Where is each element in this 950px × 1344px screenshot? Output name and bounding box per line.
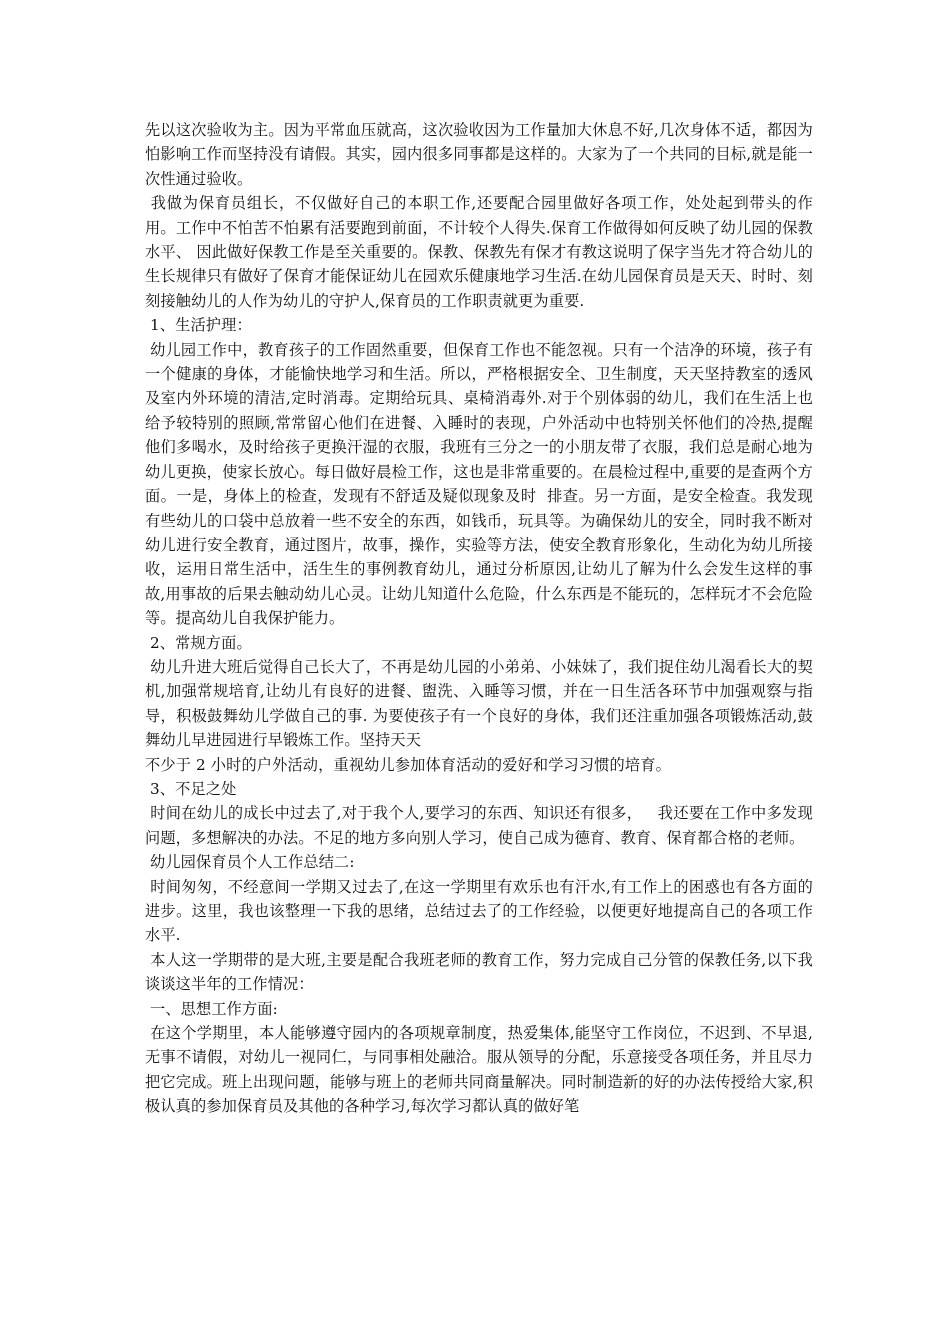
heading-summary-two: 幼儿园保育员个人工作总结二: xyxy=(145,853,355,872)
paragraph-routine: 幼儿升进大班后觉得自己长大了，不再是幼儿园的小弟弟、小妹妹了，我们捉住幼儿渴看长大的契机,加强常规培育,让幼儿有良好的进餐、盥洗、入睡等习惯，并在一日生活各环节中加强观察与指导，积极鼓舞幼儿学做自己的事. 为要使孩子有一个良好的身体，我们还注重加强各项锻炼活动,鼓舞幼儿早进园进行早锻炼工作。坚持天天 xyxy=(145,657,813,750)
heading-ideology: 一、思想工作方面: xyxy=(145,999,278,1018)
paragraph-life-care: 幼儿园工作中，教育孩子的工作固然重要，但保育工作也不能忽视。只有一个洁净的环境，孩子有一个健康的身体，才能愉快地学习和生活。所以，严格根据安全、卫生制度，天天坚持教室的透风及室内外环境的清洁,定时消毒。定期给玩具、桌椅消毒外.对于个别体弱的幼儿，我们在生活上也给予较特别的照顾,常常留心他们在进餐、入睡时的表现，户外活动中也特别关怀他们的冷热,提醒他们多喝水，及时给孩子更换汗湿的衣服，我班有三分之一的小朋友带了衣服，我们总是耐心地为幼儿更换，使家长放心。每日做好晨检工作，这也是非常重要的。在晨检过程中,重要的是查两个方面。一是，身体上的检查，发现有不舒适及疑似现象及时 排查。另一方面，是安全检查。我发现有些幼儿的口袋中总放着一些不安全的东西，如钱币，玩具等。为确保幼儿的安全，同时我不断对幼儿进行安全教育，通过图片，故事，操作，实验等方法，使安全教育形象化，生动化为幼儿所接收，运用日常生活中，活生生的事例教育幼儿，通过分析原因,让幼儿了解为什么会发生这样的事故,用事故的后果去触动幼儿心灵。让幼儿知道什么危险，什么东西是不能玩的，怎样玩才不会危险等。提高幼儿自我保护能力。 xyxy=(145,340,813,628)
paragraph-outdoor-activity: 不少于 2 小时的户外活动，重视幼儿参加体育活动的爱好和学习习惯的培育。 xyxy=(145,755,671,774)
paragraph-class-duties: 本人这一学期带的是大班,主要是配合我班老师的教育工作，努力完成自己分管的保教任务,以下我谈谈这半年的工作情况： xyxy=(145,950,813,994)
heading-life-care: 1、生活护理： xyxy=(145,316,252,335)
heading-shortcomings: 3、不足之处 xyxy=(145,779,237,798)
paragraph-shortcomings: 时间在幼儿的成长中过去了,对于我个人,要学习的东西、知识还有很多， 我还要在工作中多发现问题，多想解决的办法。不足的地方多向别人学习，使自己成为德育、教育、保育都合格的老师。 xyxy=(145,804,813,847)
heading-routine: 2、常规方面。 xyxy=(145,633,252,652)
document-body xyxy=(145,118,813,1119)
paragraph-semester-intro: 时间匆匆，不经意间一学期又过去了,在这一学期里有欢乐也有汗水,有工作上的困惑也有各方面的进步。这里，我也该整理一下我的思绪，总结过去了的工作经验，以便更好地提高自己的各项工作水平. xyxy=(145,877,813,945)
paragraph-ideology: 在这个学期里，本人能够遵守园内的各项规章制度，热爱集体,能坚守工作岗位，不迟到、不早退,无事不请假，对幼儿一视同仁，与同事相处融洽。服从领导的分配，乐意接受各项任务，并且尽力把它完成。班上出现问题，能够与班上的老师共同商量解决。同时制造新的好的办法传授给大家,积极认真的参加保育员及其他的各种学习,每次学习都认真的做好笔 xyxy=(145,1024,813,1116)
paragraph-exam-acceptance: 先以这次验收为主。因为平常血压就高，这次验收因为工作量加大休息不好,几次身体不适，都因为怕影响工作而坚持没有请假。其实，园内很多同事都是这样的。大家为了一个共同的目标,就是能一次性通过验收。 xyxy=(145,121,813,188)
paragraph-group-leader: 我做为保育员组长，不仅做好自己的本职工作,还要配合园里做好各项工作，处处起到带头的作用。工作中不怕苦不怕累有活要跑到前面，不计较个人得失.保育工作做得如何反映了幼儿园的保教水平、 因此做好保教工作是至关重要的。保教、保教先有保才有教这说明了保字当先才符合幼儿的生长规律只有做好了保育才能保证幼儿在园欢乐健康地学习生活.在幼儿园保育员是天天、时时、刻刻接触幼儿的人作为幼儿的守护人,保育员的工作职责就更为重要. xyxy=(145,194,813,310)
